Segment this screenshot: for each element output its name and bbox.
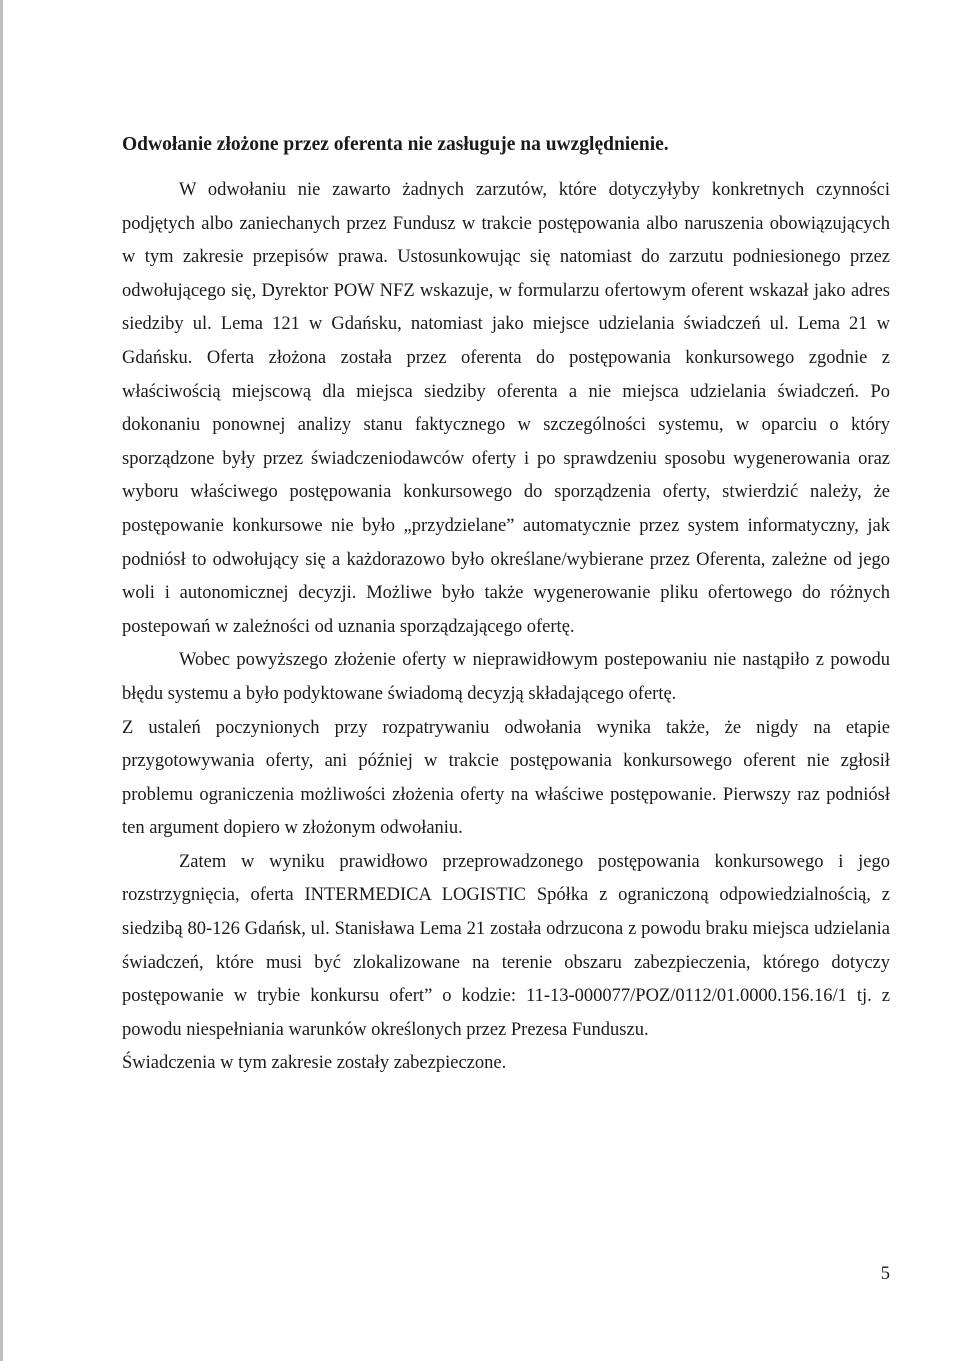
paragraph-2: Wobec powyższego złożenie oferty w nieprawidłowym postepowaniu nie nastąpiło z powodu błędu systemu a było podyktowane świadomą decyzją składającego ofertę. xyxy=(122,650,890,704)
paragraph-5: Świadczenia w tym zakresie zostały zabezpieczone. xyxy=(122,1053,507,1074)
page-edge xyxy=(0,0,3,1361)
page-number: 5 xyxy=(880,1264,890,1284)
paragraph-3: Z ustaleń poczynionych przy rozpatrywaniu odwołania wynika także, że nigdy na etapie przygotowywania oferty, ani później w trakcie postępowania konkursowego oferent nie zgłosił problemu ograniczenia możliwości złożenia oferty na właściwe postępowanie. Pierwszy raz podniósł ten argument dopiero w złożonym odwołaniu. xyxy=(122,717,890,839)
document-body xyxy=(122,130,890,1081)
document-heading: Odwołanie złożone przez oferenta nie zasługuje na uwzględnienie. xyxy=(122,134,669,155)
paragraph-4: Zatem w wyniku prawidłowo przeprowadzonego postępowania konkursowego i jego rozstrzygnięcia, oferta INTERMEDICA LOGISTIC Spółka z ograniczoną odpowiedzialnością, z siedzibą 80-126 Gdańsk, ul. Stanisława Lema 21 została odrzucona z powodu braku miejsca udzielania świadczeń, które musi być zlokalizowane na terenie obszaru zabezpieczenia, którego dotyczy postępowanie w trybie konkursu ofert” o kodzie: 11-13-000077/POZ/0112/01.0000.156.16/1 tj. z powodu niespełniania warunków określonych przez Prezesa Funduszu. xyxy=(122,851,890,1040)
paragraph-1: W odwołaniu nie zawarto żadnych zarzutów, które dotyczyłyby konkretnych czynności podjętych albo zaniechanych przez Fundusz w trakcie postępowania albo naruszenia obowiązujących w tym zakresie przepisów prawa. Ustosunkowując się natomiast do zarzutu podniesionego przez odwołującego się, Dyrektor POW NFZ wskazuje, w formularzu ofertowym oferent wskazał jako adres siedziby ul. Lema 121 w Gdańsku, natomiast jako miejsce udzielania świadczeń ul. Lema 21 w Gdańsku. Oferta złożona została przez oferenta do postępowania konkursowego zgodnie z właściwością miejscową dla miejsca siedziby oferenta a nie miejsca udzielania świadczeń. Po dokonaniu ponownej analizy stanu faktycznego w szczególności systemu, w oparciu o który sporządzone były przez świadczeniodawców oferty i po sprawdzeniu sposobu wygenerowania oraz wyboru właściwego postępowania konkursowego do sporządzenia oferty, stwierdzić należy, że postępowanie konkursowe nie było „przydzielane” automatycznie przez system informatyczny, jak podniósł to odwołujący się a każdorazowo było określane/wybierane przez Oferenta, zależne od jego woli i autonomicznej decyzji. Możliwe było także wygenerowanie pliku ofertowego do różnych postepowań w zależności od uznania sporządzającego ofertę. xyxy=(122,180,890,637)
